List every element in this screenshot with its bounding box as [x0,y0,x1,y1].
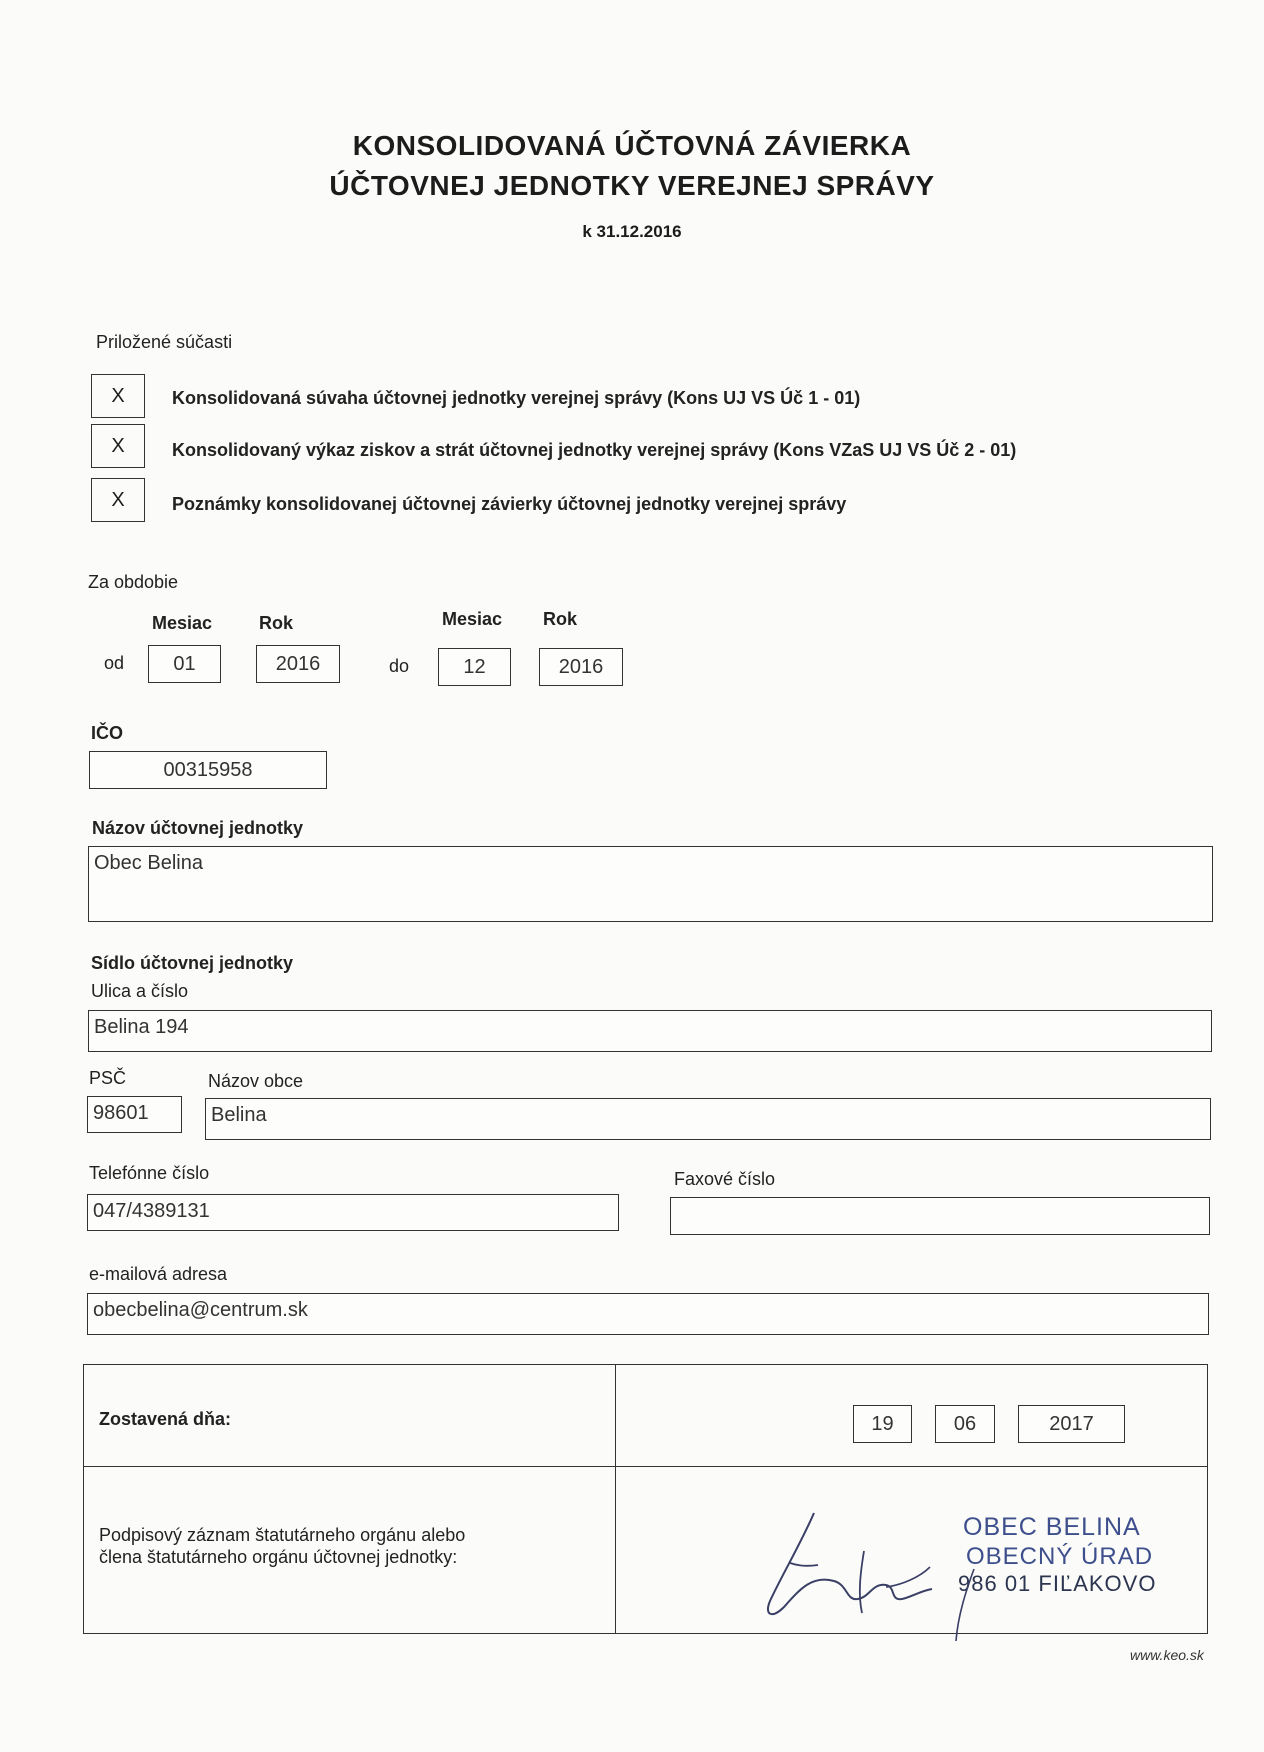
to-label: do [389,656,410,676]
table-divider-vertical [615,1364,616,1634]
phone-label: Telefónne číslo [89,1163,210,1183]
entity-name-label: Názov účtovnej jednotky [92,818,304,838]
email-field[interactable]: obecbelina@centrum.sk [87,1293,1209,1335]
street-field[interactable]: Belina 194 [88,1010,1212,1052]
street-label: Ulica a číslo [91,981,189,1001]
compiled-label: Zostavená dňa: [99,1409,232,1429]
fax-label: Faxové číslo [674,1169,776,1189]
signature-label-line-2: člena štatutárneho orgánu účtovnej jednotky: [99,1547,458,1567]
compiled-day-field[interactable]: 19 [853,1405,912,1443]
entity-name-field[interactable]: Obec Belina [88,846,1213,922]
period-label: Za obdobie [88,572,179,592]
compiled-month-field[interactable]: 06 [935,1405,995,1443]
from-month-field[interactable]: 01 [148,645,221,683]
fax-field[interactable] [670,1197,1210,1235]
to-month-label: Mesiac [442,609,503,629]
phone-field[interactable]: 047/4389131 [87,1194,619,1231]
from-year-label: Rok [259,613,294,633]
psc-field[interactable]: 98601 [87,1096,182,1133]
from-label: od [104,653,125,673]
city-label: Názov obce [208,1071,304,1091]
address-section-label: Sídlo účtovnej jednotky [91,953,294,973]
to-month-field[interactable]: 12 [438,648,511,686]
attachment-checkbox-2[interactable]: X [91,424,145,468]
city-field[interactable]: Belina [205,1098,1211,1140]
compiled-year-field[interactable]: 2017 [1018,1405,1125,1443]
signature-label-line-1: Podpisový záznam štatutárneho orgánu alebo [99,1525,466,1545]
attachments-label: Priložené súčasti [96,332,233,352]
attachment-checkbox-3[interactable]: X [91,478,145,522]
psc-label: PSČ [89,1068,127,1088]
stamp-line-2: OBECNÝ ÚRAD [966,1543,1154,1570]
attachment-text-1: Konsolidovaná súvaha účtovnej jednotky verejnej správy (Kons UJ VS Úč 1 - 01) [172,388,861,408]
ico-label: IČO [91,723,124,743]
report-date: k 31.12.2016 [582,222,682,241]
attachment-checkbox-1[interactable]: X [91,374,145,418]
stamp-line-3: 986 01 FIĽAKOVO [958,1571,1157,1596]
title-line-1: KONSOLIDOVANÁ ÚČTOVNÁ ZÁVIERKA [352,130,912,161]
from-year-field[interactable]: 2016 [256,645,340,683]
email-label: e-mailová adresa [89,1264,228,1284]
attachment-text-2: Konsolidovaný výkaz ziskov a strát účtovnej jednotky verejnej správy (Kons VZaS UJ VS Úč 2 - 01) [172,440,1017,460]
ico-field[interactable]: 00315958 [89,751,327,789]
attachment-text-3: Poznámky konsolidovanej účtovnej závierky účtovnej jednotky verejnej správy [172,494,847,514]
from-month-label: Mesiac [152,613,213,633]
to-year-field[interactable]: 2016 [539,648,623,686]
handwritten-signature [760,1505,980,1645]
footer-url: www.keo.sk [1130,1647,1204,1663]
stamp-line-1: OBEC BELINA [963,1513,1141,1541]
to-year-label: Rok [543,609,578,629]
title-line-2: ÚČTOVNEJ JEDNOTKY VEREJNEJ SPRÁVY [329,170,935,201]
table-divider-horizontal [83,1466,1208,1467]
